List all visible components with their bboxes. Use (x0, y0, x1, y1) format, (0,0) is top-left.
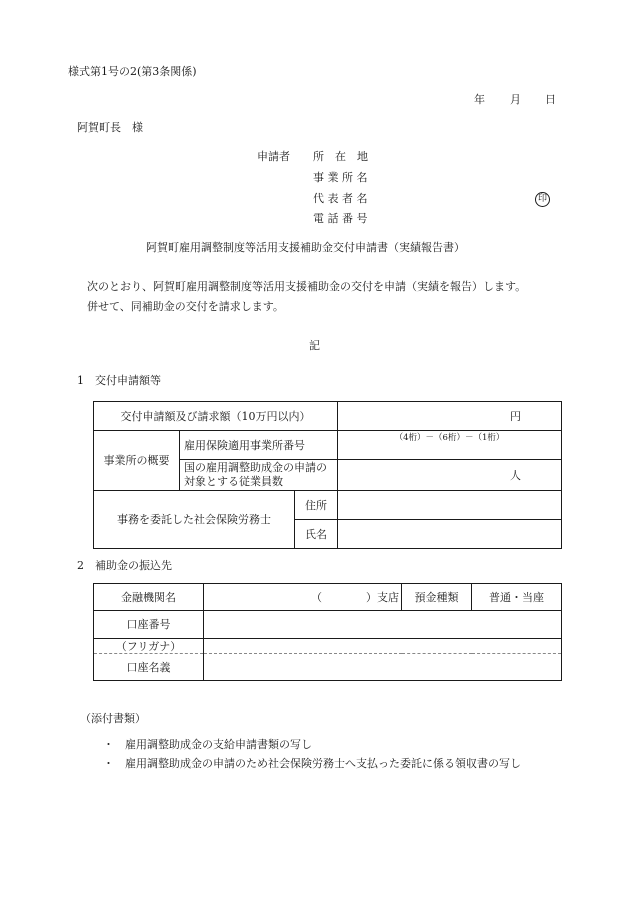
date-day-label: 日 (545, 93, 556, 106)
date-month-label: 月 (510, 93, 521, 106)
form-number: 様式第1号の2(第3条関係) (68, 65, 197, 78)
amount-label: 交付申請額及び請求額（10万円以内） (94, 402, 338, 431)
deposit-type-value[interactable]: 普通・当座 (472, 584, 562, 611)
account-number-field[interactable] (204, 611, 562, 639)
body-line-1: 次のとおり、阿賀町雇用調整制度等活用支援補助金の交付を申請（実績を報告）します。 (87, 280, 527, 293)
amount-field[interactable] (338, 402, 562, 431)
attachments-heading: （添付書類） (80, 712, 146, 725)
bank-name-label: 金融機関名 (94, 584, 204, 611)
applicant-field-address: 所 在 地 (313, 150, 368, 163)
insurance-number-label: 雇用保険適用事業所番号 (180, 431, 338, 460)
account-number-label: 口座番号 (94, 611, 204, 639)
applicant-field-office: 事 業 所 名 (313, 171, 368, 184)
application-amount-table (93, 401, 562, 549)
sharoushi-label: 事務を委託した社会保険労務士 (94, 491, 295, 549)
bank-name-field[interactable] (204, 584, 402, 611)
body-line-2: 併せて、同補助金の交付を請求します。 (87, 300, 284, 313)
furigana-label: （フリガナ） (94, 639, 204, 654)
employees-count-field[interactable] (338, 460, 562, 491)
sharoushi-name-field[interactable] (338, 520, 562, 549)
account-holder-field[interactable] (204, 654, 562, 681)
deposit-type-label: 預金種類 (402, 584, 472, 611)
ki-marker: 記 (309, 339, 320, 352)
furigana-field[interactable] (204, 639, 562, 654)
sharoushi-address-label: 住所 (295, 491, 338, 520)
document-title: 阿賀町雇用調整制度等活用支援補助金交付申請書（実績報告書） (146, 241, 465, 254)
insurance-number-format: （4桁）－（6桁）－（1桁） (394, 433, 505, 443)
section2-heading: 2 補助金の振込先 (77, 559, 172, 572)
employees-unit: 人 (510, 468, 522, 482)
sharoushi-address-field[interactable] (338, 491, 562, 520)
amount-unit: 円 (510, 409, 522, 423)
applicant-field-phone: 電 話 番 号 (313, 212, 368, 225)
section1-heading: 1 交付申請額等 (77, 374, 161, 387)
addressee: 阿賀町長 様 (77, 121, 143, 134)
date-year-label: 年 (474, 93, 485, 106)
office-overview-label: 事業所の概要 (94, 431, 180, 491)
insurance-number-field[interactable] (338, 431, 562, 460)
branch-text: （ ）支店 (311, 590, 399, 604)
attachment-item: ・ 雇用調整助成金の申請のため社会保険労務士へ支払った委託に係る領収書の写し (103, 757, 521, 770)
applicant-field-representative: 代 表 者 名 (313, 192, 368, 205)
employees-count-label: 国の雇用調整助成金の申請の対象とする従業員数 (180, 460, 338, 491)
applicant-label: 申請者 (257, 150, 290, 163)
seal-mark (535, 191, 550, 207)
bank-transfer-table (93, 583, 562, 681)
sharoushi-name-label: 氏名 (295, 520, 338, 549)
account-holder-label: 口座名義 (94, 654, 204, 681)
seal-icon: 印 (535, 192, 550, 207)
attachment-item: ・ 雇用調整助成金の支給申請書類の写し (103, 738, 312, 751)
